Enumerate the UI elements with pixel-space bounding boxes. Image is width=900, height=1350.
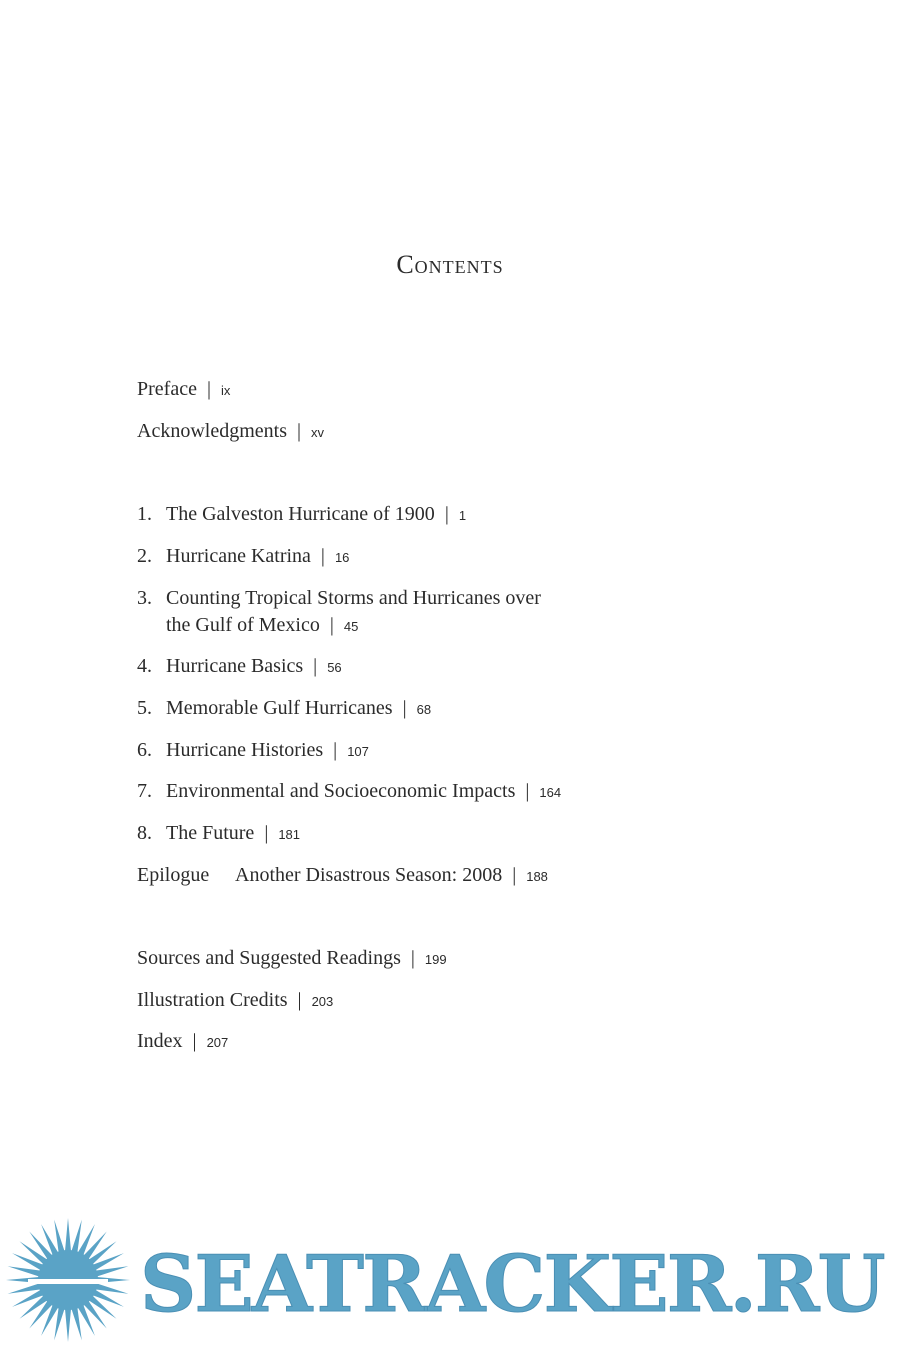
separator: |: [525, 780, 530, 802]
toc-entry-chapter-7[interactable]: [137, 778, 561, 806]
entry-label: The Future: [166, 822, 255, 844]
separator: |: [410, 947, 415, 969]
chapter-number: 1.: [137, 503, 152, 525]
entry-label: Environmental and Socioeconomic Impacts: [166, 780, 516, 802]
page-number: 181: [278, 827, 301, 842]
epilogue-prefix: Epilogue: [137, 864, 210, 886]
chapter-number: 4.: [137, 655, 152, 677]
chapter-number: 3.: [137, 587, 152, 609]
watermark-text: SEATRACKER.RU: [140, 1239, 884, 1330]
entry-label-continued: the Gulf of Mexico: [166, 614, 320, 636]
watermark: [0, 1215, 900, 1350]
separator: |: [313, 655, 318, 677]
page-title: Contents: [396, 250, 504, 279]
toc-entry-illustration-credits[interactable]: [137, 987, 333, 1015]
page-number: 68: [416, 702, 432, 717]
toc-entry-index[interactable]: [137, 1028, 228, 1056]
entry-label: Hurricane Katrina: [166, 545, 311, 567]
separator: |: [206, 378, 211, 400]
entry-label: Counting Tropical Storms and Hurricanes over: [166, 587, 541, 609]
entry-label: Hurricane Histories: [166, 739, 324, 761]
separator: |: [264, 822, 269, 844]
entry-label: Hurricane Basics: [166, 655, 304, 677]
toc-entry-sources[interactable]: [137, 945, 447, 973]
page-number: 107: [347, 744, 369, 759]
chapter-number: 6.: [137, 739, 152, 761]
toc-entry-chapter-4[interactable]: [137, 653, 342, 681]
entry-label: Index: [137, 1030, 183, 1052]
toc-entry-chapter-1[interactable]: [137, 501, 466, 529]
page-number: 16: [334, 550, 350, 565]
chapter-number: 5.: [137, 697, 152, 719]
page-number: xv: [311, 425, 324, 440]
toc-entry-epilogue[interactable]: [137, 862, 548, 890]
page-number: 207: [206, 1035, 229, 1050]
separator: |: [296, 420, 301, 442]
page-number: 203: [311, 994, 334, 1009]
toc-entry-chapter-6[interactable]: [137, 737, 369, 765]
separator: |: [329, 614, 334, 636]
separator: |: [297, 989, 302, 1011]
page-number: 56: [327, 660, 342, 675]
separator: |: [192, 1030, 197, 1052]
entry-label: Memorable Gulf Hurricanes: [166, 697, 393, 719]
separator: |: [402, 697, 407, 719]
page-number: ix: [220, 383, 231, 398]
toc-entry-chapter-5[interactable]: [137, 695, 431, 723]
separator: |: [512, 864, 517, 886]
sun-logo-icon: [0, 1215, 140, 1350]
page-number: 45: [343, 619, 359, 634]
entry-label: Preface: [137, 378, 197, 400]
toc-entry-chapter-8[interactable]: [137, 820, 300, 848]
toc-entry-chapter-2[interactable]: [137, 543, 349, 571]
entry-label: The Galveston Hurricane of 1900: [166, 503, 435, 525]
separator: |: [333, 739, 338, 761]
separator: |: [444, 503, 449, 525]
entry-label: Sources and Suggested Readings: [137, 947, 401, 969]
toc-entry-preface[interactable]: [137, 376, 230, 404]
chapter-number: 7.: [137, 780, 152, 802]
chapter-number: 2.: [137, 545, 152, 567]
chapter-number: 8.: [137, 822, 152, 844]
page-number: 199: [424, 952, 447, 967]
page-number: 188: [526, 869, 548, 884]
entry-label: Acknowledgments: [137, 420, 287, 442]
page-number: 1: [458, 508, 467, 523]
separator: |: [320, 545, 325, 567]
entry-label: Another Disastrous Season: 2008: [235, 864, 503, 886]
toc-entry-chapter-3[interactable]: [137, 585, 541, 640]
toc-entry-acknowledgments[interactable]: [137, 418, 324, 446]
page-number: 164: [539, 785, 562, 800]
entry-label: Illustration Credits: [137, 989, 288, 1011]
